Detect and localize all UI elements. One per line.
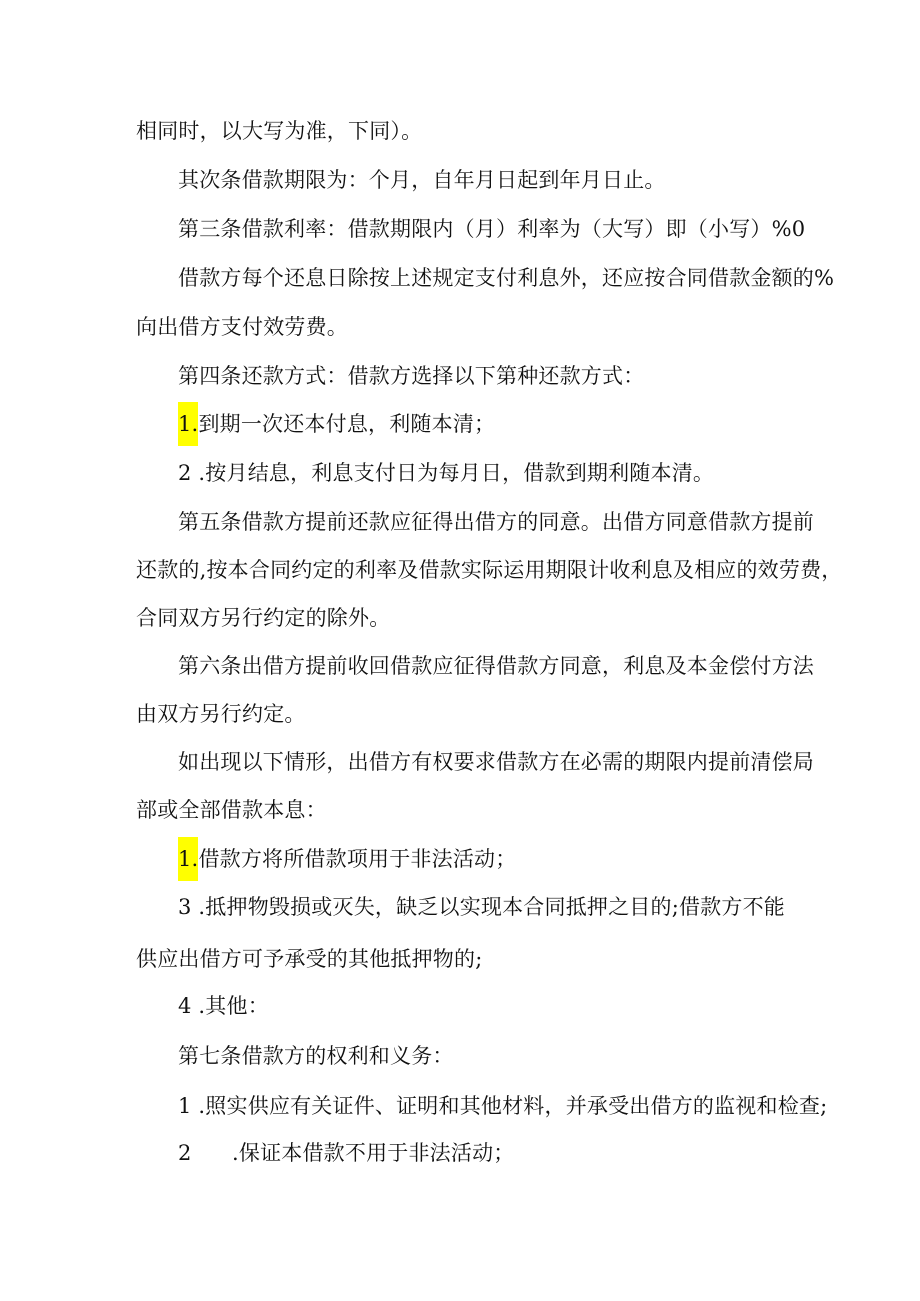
text-line: 向出借方支付效劳费。 xyxy=(136,315,348,339)
highlighted-number: 1. xyxy=(178,837,198,881)
text-line: 3 .抵押物毁损或灭失，缺乏以实现本合同抵押之目的;借款方不能 xyxy=(178,895,785,919)
text-line: 4 .其他： xyxy=(178,994,269,1018)
highlighted-number: 1. xyxy=(178,402,198,446)
text-line: 1 .照实供应有关证件、证明和其他材料，并承受出借方的监视和检查; xyxy=(178,1094,828,1118)
list-item-text: 到期一次还本付息，利随本清； xyxy=(198,412,496,436)
list-item-text: 借款方将所借款项用于非法活动； xyxy=(198,847,517,871)
text-line: 合同双方另行约定的除外。 xyxy=(136,606,391,630)
list-item-number: 2 xyxy=(178,1141,192,1165)
text-line: 第六条出借方提前收回借款应征得借款方同意，利息及本金偿付方法 xyxy=(178,654,814,678)
text-line: 借款方每个还息日除按上述规定支付利息外，还应按合同借款金额的% xyxy=(178,266,835,290)
text-line: 第五条借款方提前还款应征得出借方的同意。出借方同意借款方提前 xyxy=(178,510,814,534)
text-line: 还款的,按本合同约定的利率及借款实际运用期限计收利息及相应的效劳费， xyxy=(136,558,843,582)
text-line: 第三条借款利率：借款期限内（月）利率为（大写）即（小写）%0 xyxy=(178,217,806,241)
text-line: 部或全部借款本息： xyxy=(136,798,327,822)
text-line: 由双方另行约定。 xyxy=(136,702,306,726)
text-line: .保证本借款不用于非法活动； xyxy=(232,1141,515,1165)
text-line: 其次条借款期限为：个月，自年月日起到年月日止。 xyxy=(178,168,666,192)
text-line: 第四条还款方式：借款方选择以下第种还款方式： xyxy=(178,364,645,388)
text-line: 相同时，以大写为准，下同）。 xyxy=(136,119,423,143)
text-line: 如出现以下情形，出借方有权要求借款方在必需的期限内提前清偿局 xyxy=(178,750,814,774)
list-item xyxy=(178,845,516,873)
text-line: 供应出借方可予承受的其他抵押物的; xyxy=(136,947,483,971)
list-item xyxy=(178,410,495,438)
text-line: 第七条借款方的权利和义务： xyxy=(178,1044,454,1068)
text-line: 2 .按月结息，利息支付日为每月日，借款到期利随本清。 xyxy=(178,461,715,485)
